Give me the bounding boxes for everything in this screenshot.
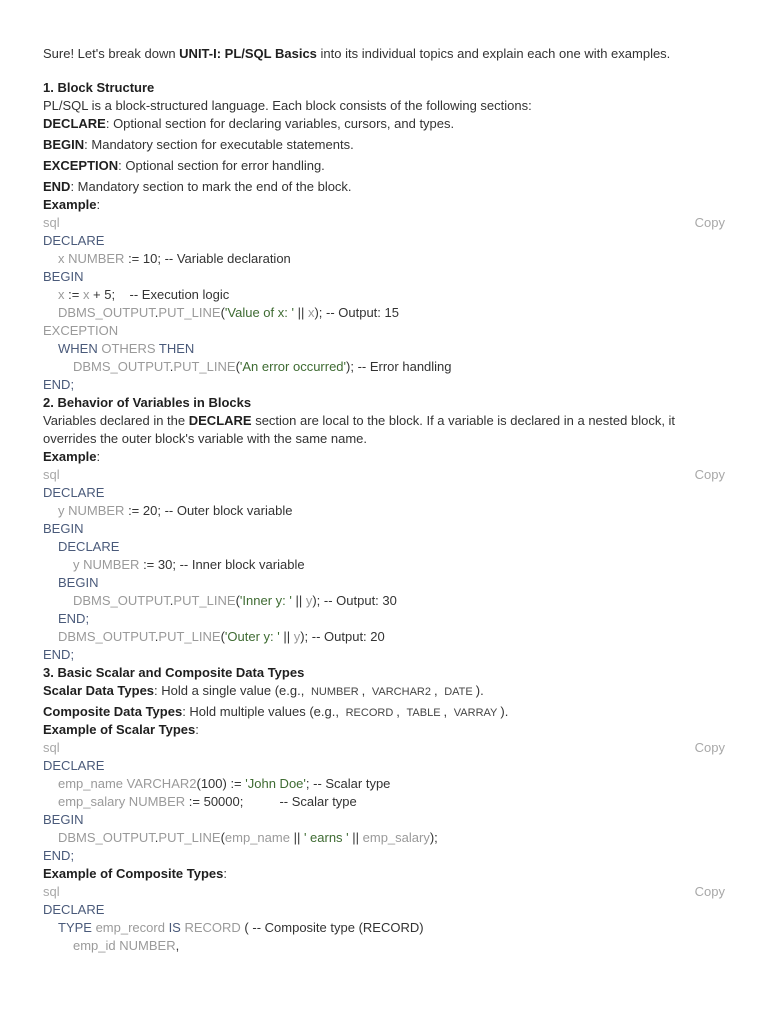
code-line: x NUMBER := 10; -- Variable declaration xyxy=(58,251,291,266)
item-declare: DECLARE: Optional section for declaring variables, cursors, and types. xyxy=(43,116,455,131)
section-3-title: 3. Basic Scalar and Composite Data Types xyxy=(43,665,305,680)
intro-suffix: into its individual topics and explain each one with examples. xyxy=(316,46,671,61)
code-block-2-header xyxy=(43,466,733,484)
code-block-4-header xyxy=(43,883,733,901)
code-language-label: sql xyxy=(43,740,60,755)
code-line: y NUMBER := 20; -- Outer block variable xyxy=(58,503,293,518)
intro-prefix: Sure! Let's break down xyxy=(43,46,180,61)
item-end: END: Mandatory section to mark the end of the block. xyxy=(43,179,352,194)
composite-types-line: Composite Data Types: Hold multiple values (e.g., RECORD , TABLE , VARRAY ). xyxy=(43,704,509,719)
code-block-3-header xyxy=(43,739,733,757)
code-language-label: sql xyxy=(43,467,60,482)
code-line: emp_salary NUMBER := 50000; -- Scalar type xyxy=(58,794,357,809)
scalar-example-label: Example of Scalar Types: xyxy=(43,722,199,737)
code-line: EXCEPTION xyxy=(43,323,119,338)
code-line: DBMS_OUTPUT.PUT_LINE('Value of x: ' || x); -- Output: 15 xyxy=(58,305,399,320)
code-language-label: sql xyxy=(43,215,60,230)
code-line: DBMS_OUTPUT.PUT_LINE('Inner y: ' || y); -- Output: 30 xyxy=(73,593,397,608)
code-line: END; xyxy=(58,611,90,626)
scalar-types-line: Scalar Data Types: Hold a single value (e.g., NUMBER , VARCHAR2 , DATE ). xyxy=(43,683,484,698)
code-line: emp_id NUMBER, xyxy=(73,938,180,953)
example-label: Example: xyxy=(43,449,101,464)
code-line: DBMS_OUTPUT.PUT_LINE(emp_name || ' earns ' || emp_salary); xyxy=(58,830,438,845)
composite-example-label: Example of Composite Types: xyxy=(43,866,227,881)
code-line: DECLARE xyxy=(43,758,105,773)
code-line: DBMS_OUTPUT.PUT_LINE('An error occurred'); -- Error handling xyxy=(73,359,452,374)
intro-unit-title: UNIT-I: PL/SQL Basics xyxy=(179,46,317,61)
code-line: DBMS_OUTPUT.PUT_LINE('Outer y: ' || y); -- Output: 20 xyxy=(58,629,385,644)
code-line: BEGIN xyxy=(43,269,84,284)
code-line: END; xyxy=(43,848,75,863)
code-line: BEGIN xyxy=(43,521,84,536)
code-line: DECLARE xyxy=(43,233,105,248)
code-line: BEGIN xyxy=(43,812,84,827)
code-line: x := x + 5; -- Execution logic xyxy=(58,287,230,302)
section-1-title: 1. Block Structure xyxy=(43,80,155,95)
document-body xyxy=(43,79,733,955)
code-line: y NUMBER := 30; -- Inner block variable xyxy=(73,557,305,572)
section-1-intro: PL/SQL is a block-structured language. Each block consists of the following sections: xyxy=(43,98,532,113)
item-begin: BEGIN: Mandatory section for executable statements. xyxy=(43,137,354,152)
item-exception: EXCEPTION: Optional section for error handling. xyxy=(43,158,325,173)
code-line: WHEN OTHERS THEN xyxy=(58,341,195,356)
code-block-4 xyxy=(43,901,733,955)
code-line: DECLARE xyxy=(43,485,105,500)
code-language-label: sql xyxy=(43,884,60,899)
copy-button[interactable]: Copy xyxy=(694,215,725,230)
section-2-title: 2. Behavior of Variables in Blocks xyxy=(43,395,252,410)
code-line: TYPE emp_record IS RECORD ( -- Composite type (RECORD) xyxy=(58,920,424,935)
code-line: emp_name VARCHAR2(100) := 'John Doe'; -- Scalar type xyxy=(58,776,391,791)
code-block-2 xyxy=(43,484,733,664)
code-block-1-header xyxy=(43,214,733,232)
code-line: END; xyxy=(43,647,75,662)
code-line: END; xyxy=(43,377,75,392)
code-block-3 xyxy=(43,757,733,865)
copy-button[interactable]: Copy xyxy=(694,884,725,899)
code-block-1 xyxy=(43,232,733,394)
code-line: DECLARE xyxy=(58,539,120,554)
code-line: BEGIN xyxy=(58,575,99,590)
section-2-paragraph: Variables declared in the DECLARE section are local to the block. If a variable is declared in a nested block, it overrides the outer block's variable with the same name. xyxy=(43,413,676,446)
copy-button[interactable]: Copy xyxy=(694,467,725,482)
code-line: DECLARE xyxy=(43,902,105,917)
intro-line xyxy=(43,46,670,61)
example-label: Example: xyxy=(43,197,101,212)
copy-button[interactable]: Copy xyxy=(694,740,725,755)
